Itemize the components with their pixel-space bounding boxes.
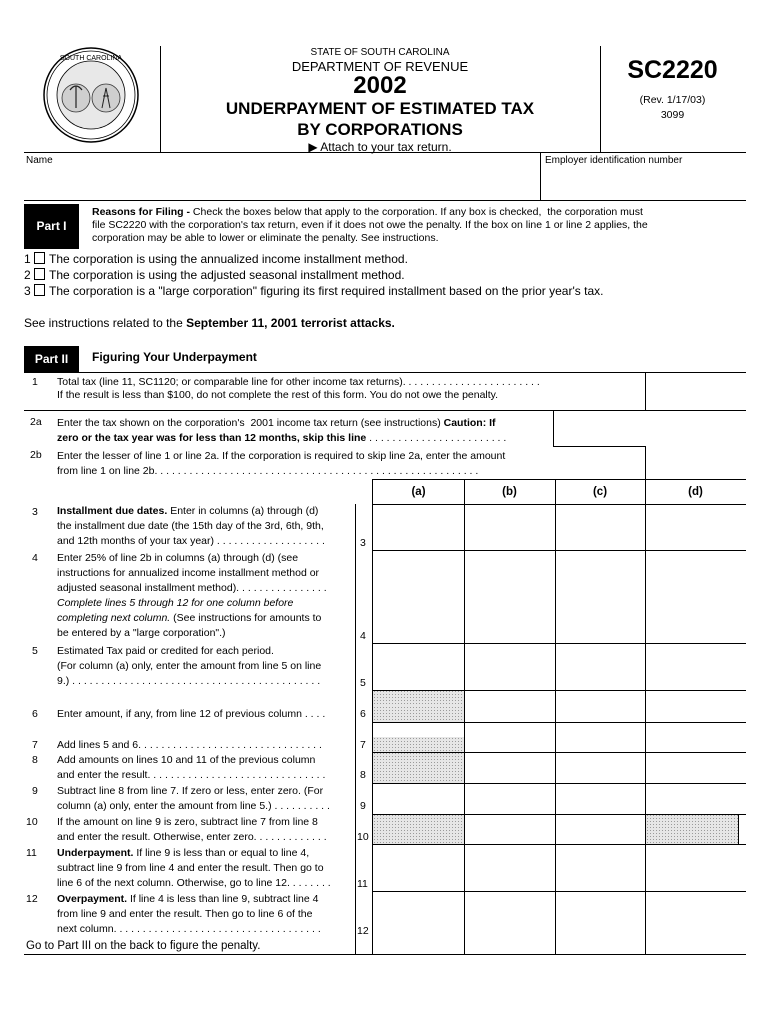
line10-ref: 10	[357, 831, 369, 843]
line3-number: 3	[32, 506, 38, 518]
line1-text	[57, 376, 540, 402]
checkbox-num-2: 2	[24, 268, 31, 282]
line1-text-a: Total tax (line 11, SC1120; or comparable line for other income tax returns). . . . . . . . . . . . . . . . . . . . . . . .	[57, 376, 540, 388]
form-title-line2: BY CORPORATIONS	[297, 120, 463, 139]
column-header-b: (b)	[502, 486, 517, 498]
line2b-text-a: Enter the lesser of line 1 or line 2a. If the corporation is required to skip line 2a, enter the amount	[57, 450, 506, 462]
line10-l2: and enter the result. Otherwise, enter zero. . . . . . . . . . . . .	[57, 831, 327, 843]
line12-text	[57, 892, 321, 937]
line6-number: 6	[32, 708, 38, 720]
part2-label: Part II	[24, 346, 79, 372]
checkbox-row-3	[24, 284, 603, 298]
line10-number: 10	[26, 816, 38, 828]
line2a-bold-text: zero or the tax year was for less than 12 months, skip this line	[57, 432, 367, 444]
state-name: STATE OF SOUTH CAROLINA	[310, 47, 450, 58]
line12-number: 12	[26, 893, 38, 905]
line11-text	[57, 846, 331, 891]
line3-text	[57, 504, 325, 549]
line7-8-shaded-cell	[373, 737, 464, 783]
part1-intro-line3: corporation may be able to lower or eliminate the penalty. See instructions.	[92, 231, 439, 244]
part1-intro-line2: file SC2220 with the corporation's tax return, even if it does not owe the penalty. If the box on line 1 or line 2 applies, the	[92, 218, 648, 231]
line4-text	[57, 551, 327, 641]
line2b-number: 2b	[30, 449, 42, 461]
line2a-caution: Caution: If	[443, 417, 496, 429]
line5-l3: 9.) . . . . . . . . . . . . . . . . . . . . . . . . . . . . . . . . . . . . . . . . . . .	[57, 675, 321, 687]
line3-ref: 3	[360, 537, 366, 549]
line11-l1: If line 9 is less than or equal to line 4,	[133, 847, 310, 859]
line3-bold: Installment due dates.	[57, 505, 168, 517]
line11-l3: line 6 of the next column. Otherwise, go to line 12. . . . . . . .	[57, 877, 331, 889]
line3-l1: Enter in columns (a) through (d)	[167, 505, 319, 517]
checkbox-row-2	[24, 268, 405, 282]
line7-number: 7	[32, 739, 38, 751]
form-revision: (Rev. 1/17/03)	[639, 94, 706, 106]
line6-shaded-cell	[373, 706, 464, 722]
line4-l1: Enter 25% of line 2b in columns (a) through (d) (see	[57, 552, 299, 564]
checkbox-row-1	[24, 252, 408, 266]
arrow-right-icon: ▶	[308, 140, 318, 154]
part1-label: Part I	[24, 204, 79, 249]
sept11-note	[24, 316, 395, 330]
tax-year: 2002	[353, 72, 407, 99]
line4-l4: Complete lines 5 through 12 for one column before	[57, 597, 294, 609]
line4-ref: 4	[360, 630, 366, 642]
line2a-dots: . . . . . . . . . . . . . . . . . . . . . . . .	[366, 432, 507, 444]
form-code: 3099	[660, 109, 685, 121]
line7-ref: 7	[360, 739, 366, 751]
line9-text	[57, 784, 330, 814]
checkbox-num-1: 1	[24, 252, 31, 266]
seal-text: SOUTH CAROLINA	[59, 55, 123, 62]
line2a-number: 2a	[30, 416, 42, 428]
department-name: DEPARTMENT OF REVENUE	[291, 59, 469, 74]
form-number: SC2220	[627, 56, 718, 84]
line12-l1: If line 4 is less than line 9, subtract line 4	[127, 893, 319, 905]
name-field[interactable]	[24, 167, 539, 199]
line1-text-b: If the result is less than $100, do not complete the rest of this form. You do not owe the penalty.	[57, 388, 499, 401]
checkbox-num-3: 3	[24, 284, 31, 298]
line4-l5: (See instructions for amounts to	[170, 612, 322, 624]
line5-text	[57, 644, 321, 689]
part2-heading: Figuring Your Underpayment	[92, 350, 257, 364]
line7-text	[57, 738, 322, 753]
line8-ref: 8	[360, 769, 366, 781]
line2b-text-b: from line 1 on line 2b. . . . . . . . . . . . . . . . . . . . . . . . . . . . . . . . . . . . . . . . . . . . . . . . . . . . . . . .	[57, 465, 479, 477]
line8-l1: Add amounts on lines 10 and 11 of the previous column	[57, 754, 316, 766]
state-seal	[42, 46, 140, 144]
sept11-note-bold: September 11, 2001 terrorist attacks.	[186, 316, 395, 330]
form-title-line1: UNDERPAYMENT OF ESTIMATED TAX	[225, 99, 535, 118]
attach-text: Attach to your tax return.	[320, 140, 452, 154]
line3-l2: the installment due date (the 15th day of the 3rd, 6th, 9th,	[57, 520, 324, 532]
line4-l6: be entered by a "large corporation".)	[57, 627, 226, 639]
line2a-text	[57, 416, 506, 446]
checkbox-text-1: The corporation is using the annualized income installment method.	[49, 252, 408, 266]
checkbox-large-corporation[interactable]	[34, 284, 45, 296]
line1-number: 1	[32, 376, 38, 388]
column-header-c: (c)	[592, 486, 608, 498]
line2b-amount-field[interactable]	[646, 447, 746, 479]
line8-number: 8	[32, 754, 38, 766]
line6-ref: 6	[360, 708, 366, 720]
line4-l3: adjusted seasonal installment method). . . . . . . . . . . . . . . .	[57, 582, 327, 594]
line10-shaded-d	[646, 814, 738, 844]
checkbox-annualized[interactable]	[34, 252, 45, 264]
line1-amount-field[interactable]	[646, 373, 746, 409]
line10-l1: If the amount on line 9 is zero, subtract line 7 from line 8	[57, 816, 318, 828]
line8-l2: and enter the result. . . . . . . . . . . . . . . . . . . . . . . . . . . . . . .	[57, 769, 326, 781]
line3-input-d[interactable]	[646, 505, 746, 550]
line3-l3: and 12th months of your tax year) . . . . . . . . . . . . . . . . . . .	[57, 535, 325, 547]
line10-text	[57, 815, 327, 845]
line9-ref: 9	[360, 800, 366, 812]
line5-ref: 5	[360, 677, 366, 689]
line2a-amount-field[interactable]	[554, 411, 644, 445]
line12-l2: from line 9 and enter the result. Then go to line 6 of the	[57, 908, 313, 920]
part1-heading: Reasons for Filing -	[92, 206, 191, 218]
line3-input-b[interactable]	[465, 505, 555, 550]
line12-l3: next column. . . . . . . . . . . . . . . . . . . . . . . . . . . . . . . . . . . .	[57, 923, 321, 935]
line8-text	[57, 753, 325, 783]
part1-intro	[92, 206, 742, 244]
line11-number: 11	[26, 847, 37, 859]
line9-number: 9	[32, 785, 38, 797]
line11-ref: 11	[357, 878, 368, 890]
checkbox-adjusted-seasonal[interactable]	[34, 268, 45, 280]
line4-l2: instructions for annualized income installment method or	[57, 567, 320, 579]
line5-l2: (For column (a) only, enter the amount from line 5 on line	[57, 660, 322, 672]
line9-l1: Subtract line 8 from line 7. If zero or less, enter zero. (For	[57, 785, 324, 797]
sept11-note-prefix: See instructions related to the	[24, 316, 187, 330]
line9-l2: column (a) only, enter the amount from line 5.) . . . . . . . . . .	[57, 800, 330, 812]
line6-l1: Enter amount, if any, from line 12 of previous column . . . .	[57, 708, 326, 720]
line7-l1: Add lines 5 and 6. . . . . . . . . . . . . . . . . . . . . . . . . . . . . . . .	[57, 739, 322, 751]
line4-l5-italic: completing next column.	[57, 612, 171, 624]
line11-l2: subtract line 9 from line 4 and enter the result. Then go to	[57, 862, 324, 874]
line5-l1: Estimated Tax paid or credited for each period.	[57, 645, 274, 657]
line12-bold: Overpayment.	[57, 893, 128, 905]
column-header-a: (a)	[411, 486, 426, 498]
part2-footer: Go to Part III on the back to figure the penalty.	[26, 940, 261, 952]
line3-input-c[interactable]	[556, 505, 645, 550]
ein-label: Employer identification number	[545, 155, 683, 166]
line3-input-a[interactable]	[373, 505, 464, 550]
line2a-text-a: Enter the tax shown on the corporation's 2001 income tax return (see instructions)	[57, 417, 444, 429]
line10-shaded-a	[373, 814, 464, 844]
checkbox-text-3: The corporation is a "large corporation" figuring its first required installment based on the prior year's tax.	[49, 284, 604, 298]
column-header-d: (d)	[688, 486, 703, 498]
line6-text	[57, 707, 325, 722]
line2b-text	[57, 449, 505, 479]
part1-intro-line1: Check the boxes below that apply to the corporation. If any box is checked, the corporation must	[190, 206, 643, 218]
line12-ref: 12	[357, 925, 369, 937]
checkbox-text-2: The corporation is using the adjusted seasonal installment method.	[49, 268, 405, 282]
name-label: Name	[26, 155, 53, 166]
line5-number: 5	[32, 645, 38, 657]
ein-field[interactable]	[541, 167, 746, 199]
line11-bold: Underpayment.	[57, 847, 134, 859]
line4-number: 4	[32, 552, 38, 564]
